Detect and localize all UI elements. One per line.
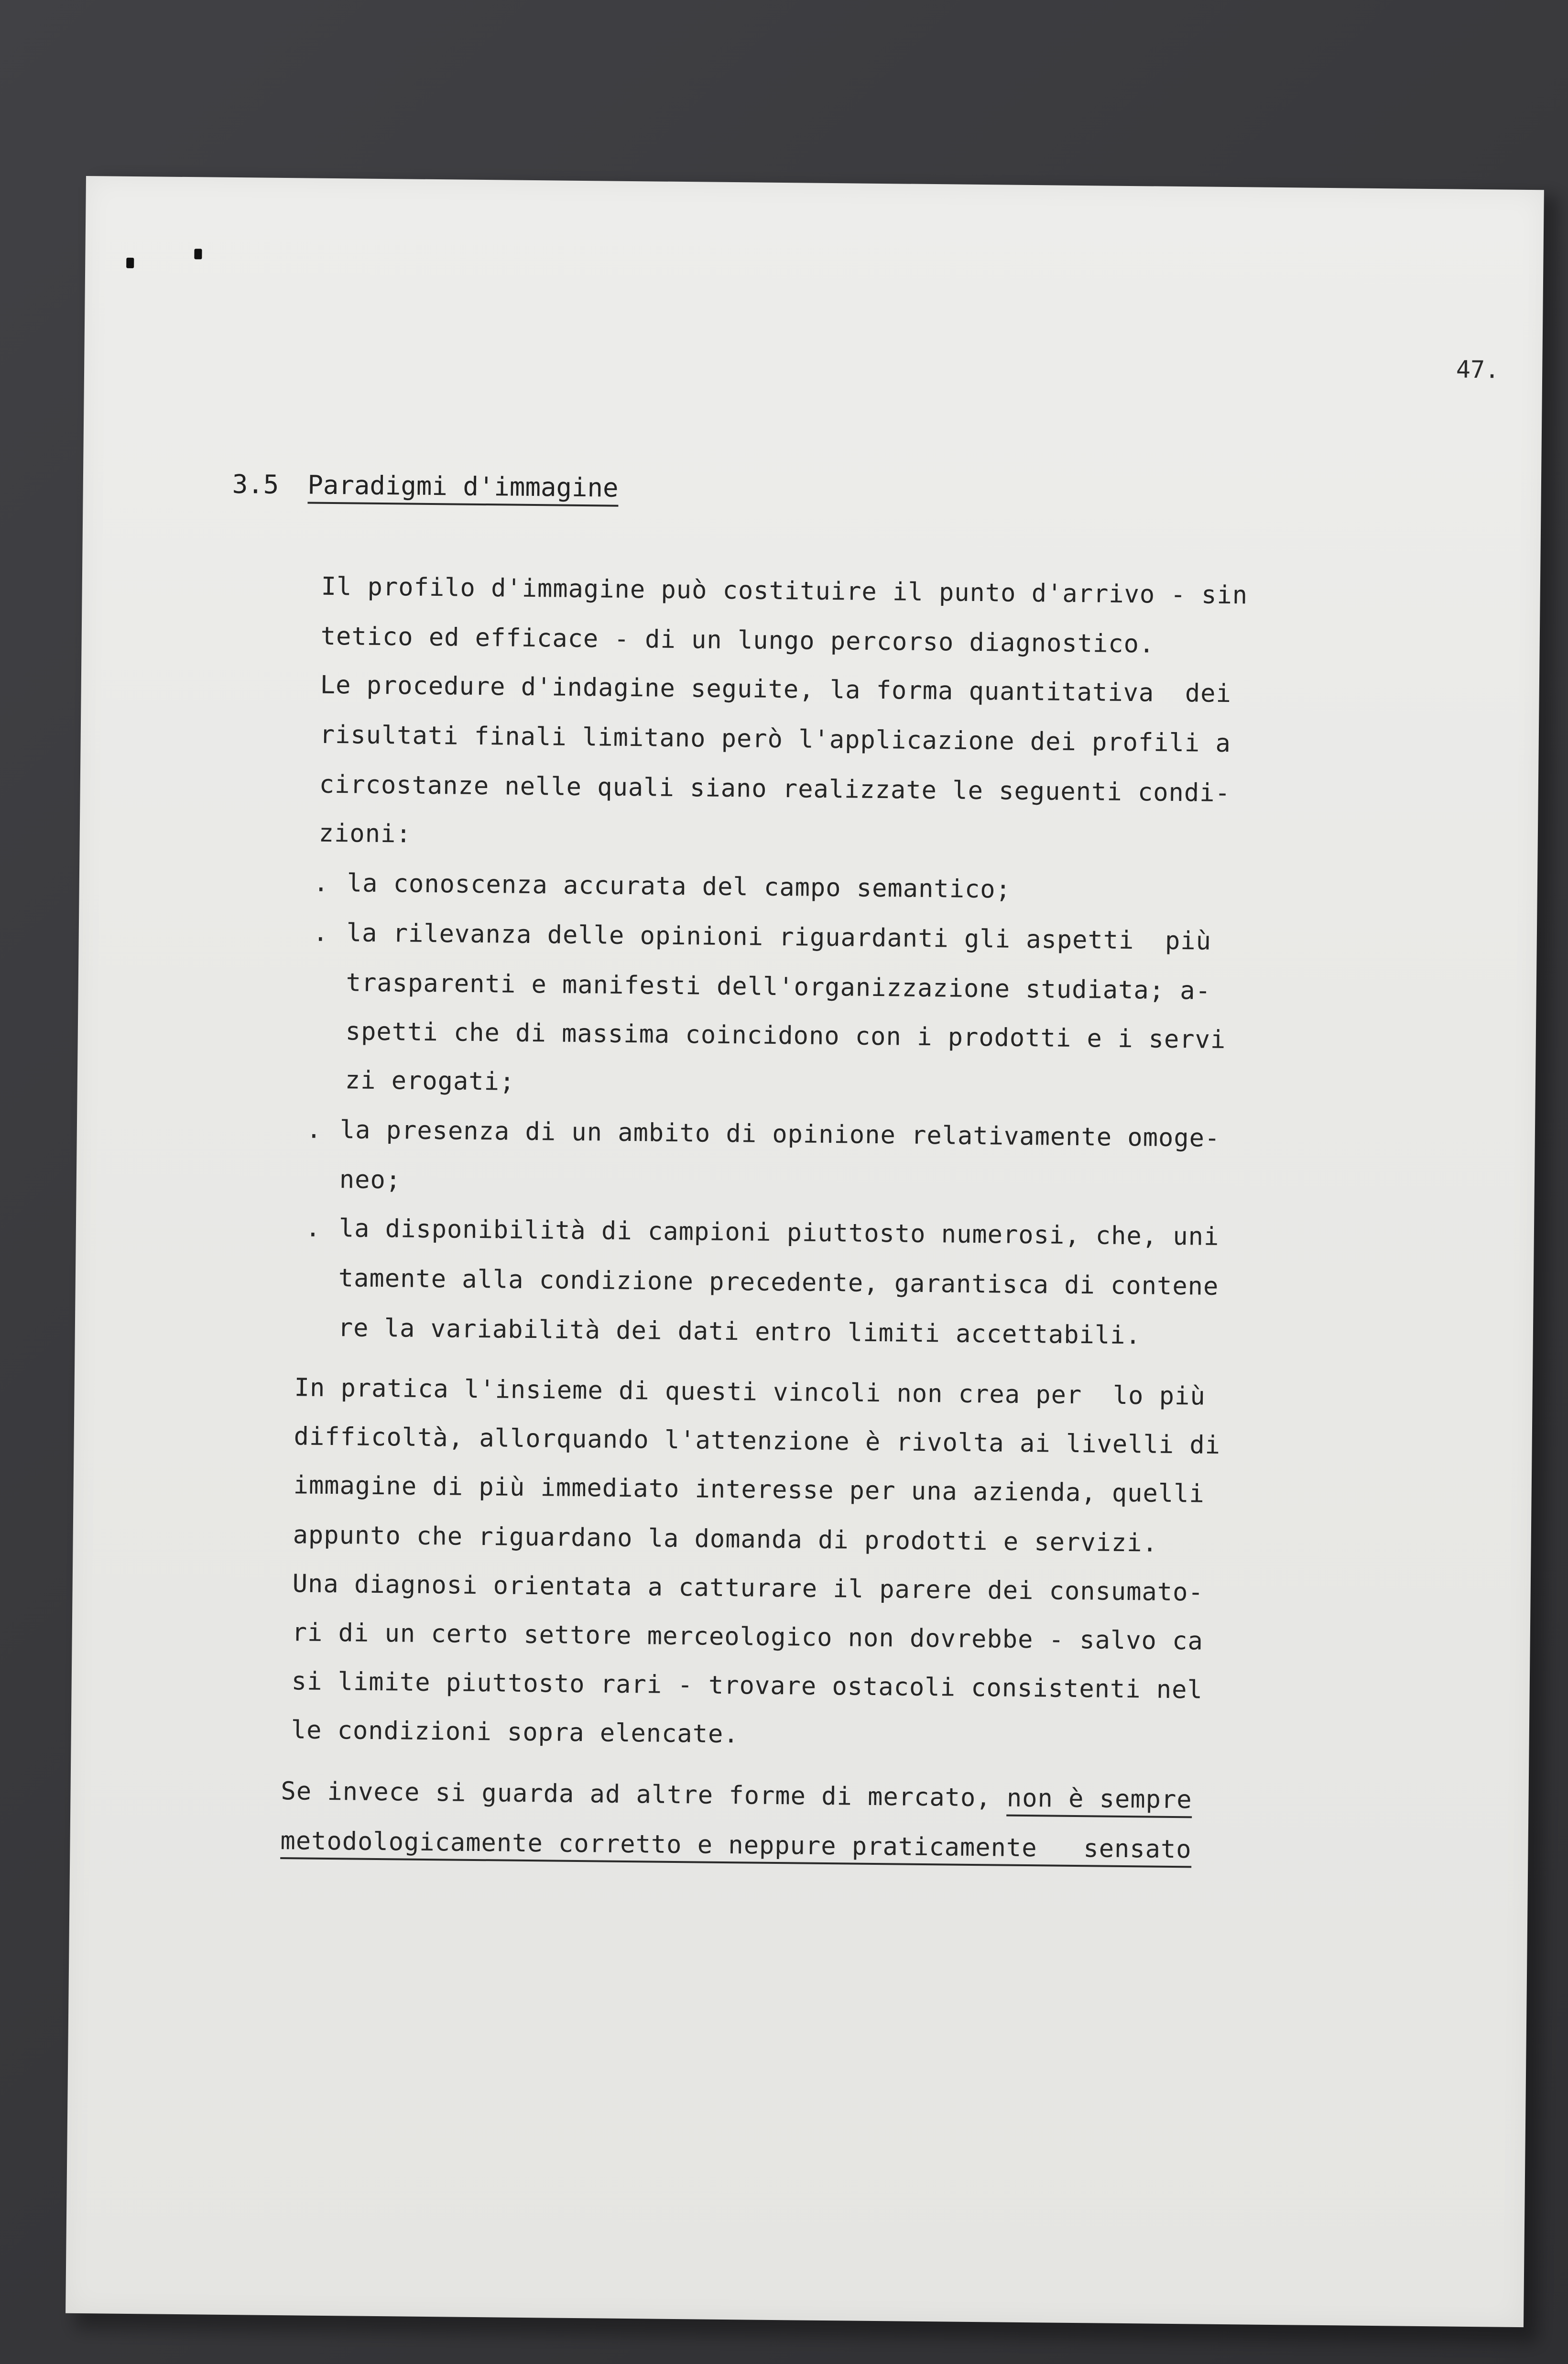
bullet-marker: . <box>313 868 329 897</box>
section-heading <box>232 469 619 503</box>
bullet-line: trasparenti e manifesti dell'organizzazione studiata; a- <box>346 968 1211 1006</box>
punch-hole-mark <box>194 249 202 259</box>
paragraph-line: tetico ed efficace - di un lungo percorso diagnostico. <box>320 622 1155 659</box>
paragraph-line: Una diagnosi orientata a catturare il parere dei consumato- <box>292 1569 1204 1607</box>
paper-page <box>65 176 1544 2327</box>
page-number: 47. <box>1456 355 1500 384</box>
bullet-line: la presenza di un ambito di opinione relativamente omoge- <box>339 1116 1220 1153</box>
bullet-line: la rilevanza delle opinioni riguardanti gli aspetti più <box>346 919 1212 956</box>
section-title: Paradigmi d'immagine <box>307 470 619 506</box>
paragraph-line: le condizioni sopra elencate. <box>291 1716 739 1749</box>
paragraph-line: risultati finali limitano però l'applicazione dei profili a <box>319 720 1231 758</box>
paragraph-text: Se invece si guarda ad altre forme di mercato, <box>281 1777 1007 1813</box>
bullet-line: tamente alla condizione precedente, garantisca di contene <box>338 1264 1219 1301</box>
paragraph-line: In pratica l'insieme di questi vincoli non crea per lo più <box>294 1373 1206 1411</box>
paragraph-line: Il profilo d'immagine può costituire il punto d'arrivo - sin <box>321 572 1248 610</box>
paragraph-line: immagine di più immediato interesse per una azienda, quelli <box>293 1471 1205 1509</box>
section-number: 3.5 <box>232 469 279 500</box>
paragraph-line: ri di un certo settore merceologico non dovrebbe - salvo ca <box>292 1618 1204 1656</box>
underlined-text: metodologicamente corretto e neppure praticamente sensato <box>280 1827 1192 1868</box>
bullet-line: spetti che di massima coincidono con i prodotti e i servi <box>345 1017 1226 1054</box>
paragraph-line <box>281 1777 1192 1815</box>
paragraph-line: appunto che riguardano la domanda di prodotti e servizi. <box>293 1521 1158 1558</box>
paragraph-line <box>280 1828 1192 1862</box>
underlined-text: non è sempre <box>1007 1784 1192 1818</box>
paragraph-line: si limite piuttosto rari - trovare ostacoli consistenti nel <box>291 1667 1203 1705</box>
paragraph-line: Le procedure d'indagine seguite, la forma quantitativa dei <box>320 670 1232 709</box>
paragraph-line: circostanze nelle quali siano realizzate le seguenti condi- <box>319 770 1231 808</box>
bullet-line: re la variabilità dei dati entro limiti accettabili. <box>338 1313 1142 1350</box>
bullet-marker: . <box>313 918 329 947</box>
punch-hole-mark <box>126 258 134 268</box>
bullet-line: la conoscenza accurata del campo semantico; <box>347 869 1012 904</box>
bullet-line: neo; <box>339 1165 402 1195</box>
paragraph-line: difficoltà, allorquando l'attenzione è rivolta ai livelli di <box>294 1422 1221 1460</box>
bullet-line: zi erogati; <box>345 1066 515 1096</box>
paragraph-line: zioni: <box>318 819 412 849</box>
bullet-marker: . <box>305 1214 321 1243</box>
bullet-line: la disponibilità di campioni piuttosto numerosi, che, uni <box>338 1214 1220 1251</box>
bullet-marker: . <box>306 1115 322 1144</box>
